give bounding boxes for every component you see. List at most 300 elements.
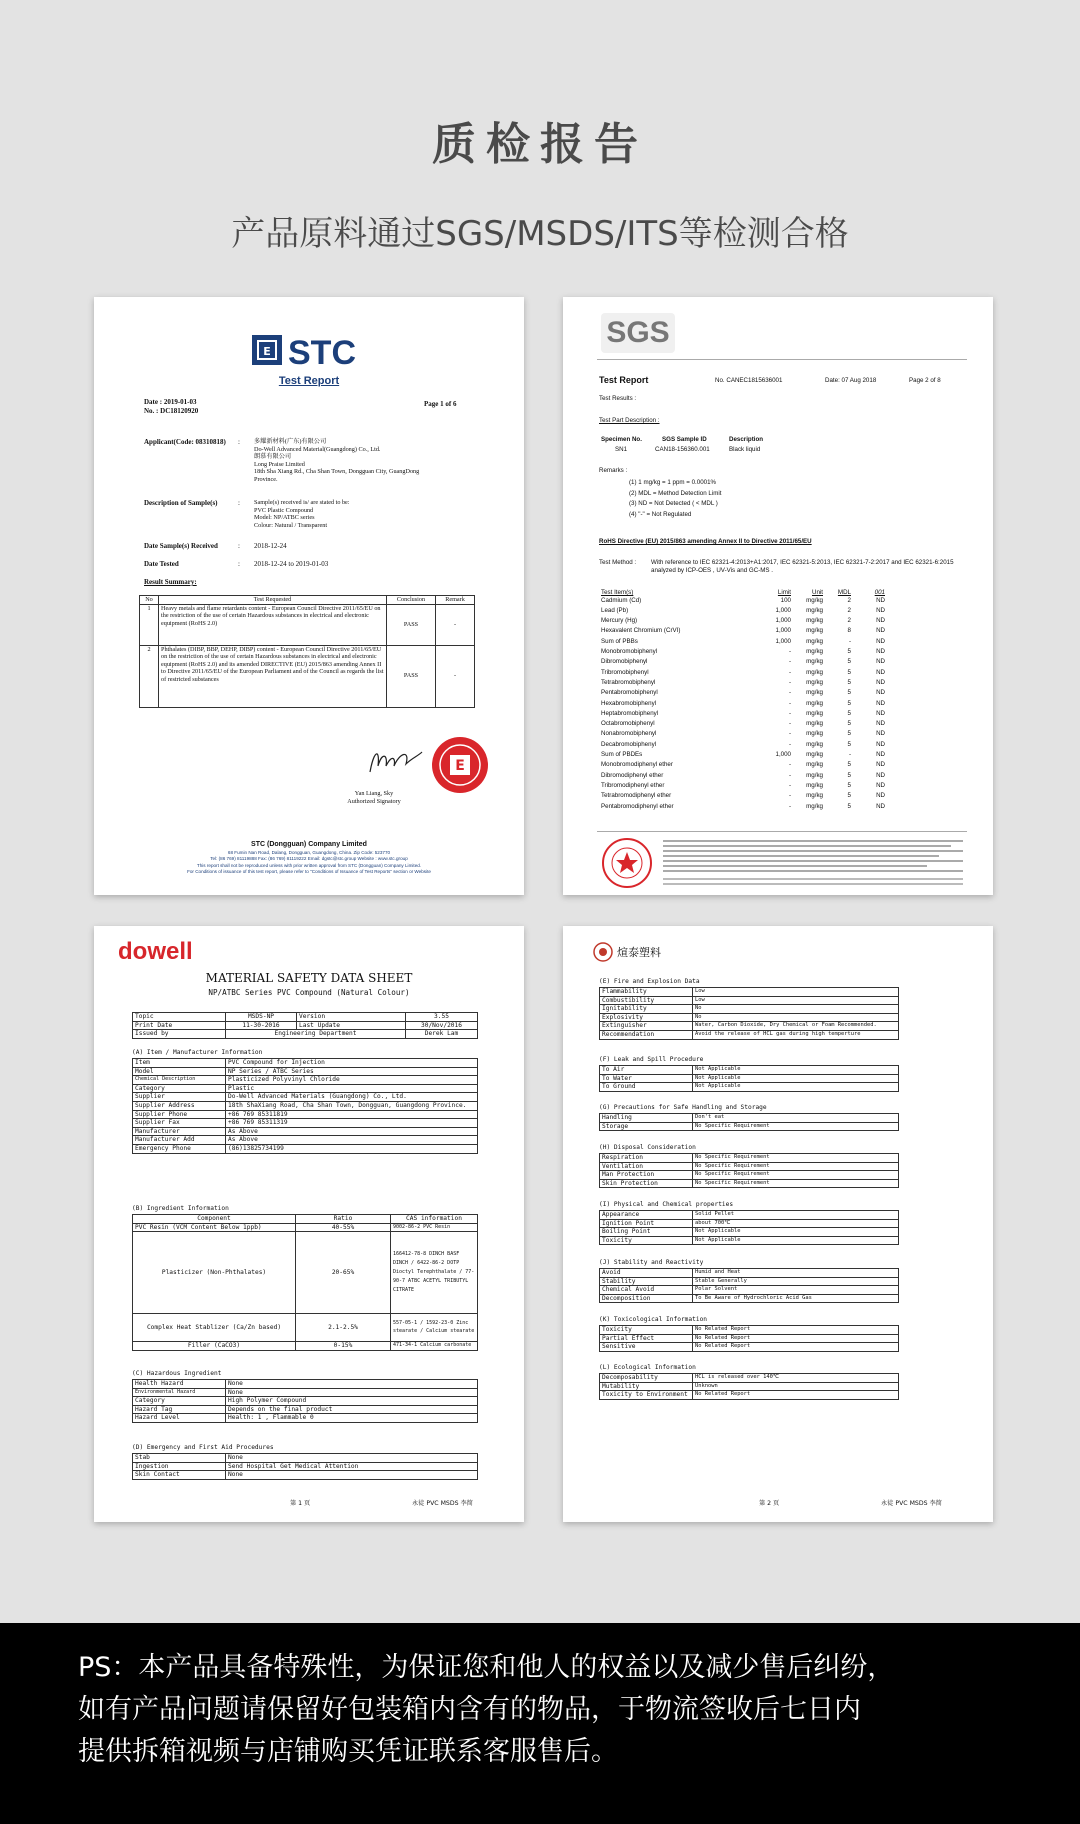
table-cell: Cadmium (Cd): [601, 596, 642, 604]
sgs-logo: [601, 313, 675, 353]
table-cell: Toxicity: [600, 1236, 693, 1245]
page-title: 质检报告: [432, 119, 648, 170]
table-cell: Appearance: [600, 1211, 693, 1220]
sgs-stamp-icon: [599, 837, 655, 889]
table-row: [600, 1286, 899, 1295]
msds2-section-title: (K) Toxicological Information: [599, 1316, 708, 1323]
ps-line: 提供拆箱视频与店铺购买凭证联系客服售后。: [78, 1736, 618, 1767]
table-cell: Heptabromobiphenyl: [601, 709, 659, 717]
table-row: [601, 669, 961, 679]
table-cell: 1,000: [775, 637, 791, 645]
msds2-section-title: (I) Physical and Chemical properties: [599, 1201, 734, 1208]
table-cell: Extinguisher: [600, 1022, 693, 1031]
msds-table-a: Item PVC Compound for Injection Model NP Series / ATBC Series Chemical Description Plasticized Polyvinyl Chloride Category Plastic Supplier Do-Well Advanced Materials (Guangdong) Co., Ltd. Supplier Address 18th ShaXiang Road, Cha Shan Town, Dongguan, Guangdong Province. Supplier Phone +86 769 85311819 Supplier Fax +86 769 85311319 Manufacturer As Above Manufacturer Add As Above Emergency Phone (86)13825734199: [132, 1058, 478, 1154]
table-cell: Solid Pellet: [693, 1211, 899, 1220]
table-cell: ND: [876, 802, 885, 810]
table-cell: Pentabromobiphenyl: [601, 689, 658, 697]
table-cell: -: [788, 689, 791, 697]
table-cell: mg/kg: [806, 730, 823, 738]
table-cell: Not Applicable: [693, 1236, 899, 1245]
stc-received-value: 2018-12-24: [254, 542, 287, 550]
stc-tested-label: Date Tested: [144, 560, 179, 568]
table-cell: -: [788, 730, 791, 738]
table-cell: mg/kg: [806, 781, 823, 789]
table-row: [600, 996, 899, 1005]
table-cell: 5: [847, 658, 851, 666]
table-cell: No Specific Requirement: [693, 1171, 899, 1180]
msds-sec-c: (C) Hazardous Ingredient: [132, 1370, 222, 1377]
table-cell: No Related Report: [693, 1391, 899, 1400]
table-cell: ND: [876, 678, 885, 686]
table-cell: -: [788, 761, 791, 769]
table-row: [600, 1294, 899, 1303]
table-cell: -: [788, 802, 791, 810]
table-cell: about 700℃: [693, 1219, 899, 1228]
table-row: [601, 607, 961, 617]
table-row: [600, 1269, 899, 1278]
table-cell: 5: [847, 802, 851, 810]
footer-notice: [0, 1623, 1080, 1824]
msds-subtitle: NP/ATBC Series PVC Compound (Natural Colour): [208, 988, 410, 997]
stc-no: No. : DC18120920: [144, 407, 199, 415]
stc-page: Page 1 of 6: [424, 400, 457, 408]
table-row: [600, 1083, 899, 1092]
table-cell: Polar Solvent: [693, 1286, 899, 1295]
table-row: [600, 1228, 899, 1237]
ps-line: 如有产品问题请保留好包装箱内含有的物品，于物流签收后七日内: [78, 1694, 861, 1725]
table-cell: Nonabromobiphenyl: [601, 730, 657, 738]
table-cell: To Air: [600, 1066, 693, 1075]
stc-signatory-name: Yan Liang, Sky: [354, 790, 394, 797]
table-cell: Not Applicable: [693, 1074, 899, 1083]
stc-logo: [252, 333, 412, 369]
table-row: [600, 1030, 899, 1039]
table-cell: ND: [876, 761, 885, 769]
table-cell: ND: [876, 792, 885, 800]
table-cell: 5: [847, 761, 851, 769]
table-cell: 1,000: [775, 606, 791, 614]
sgs-items-table: Test Item(s) Limit Unit MDL 001 Cadmium (Cd) 100 mg/kg 2 ND Lead (Pb) 1,000 mg/kg 2 ND Mercury (Hg) 1,000 mg/kg 2 ND Hexavalent Chromium (CrVI) 1,000 mg/kg 8 ND Sum of PBBs 1,000 mg/kg - ND Monobromobiphenyl - mg/kg 5 ND Dibromobiphenyl - mg/kg 5 ND Tribromobiphenyl - mg/kg 5 ND Tetrabromobiphenyl - mg/kg 5 ND Pentabromobiphenyl - mg/kg 5 ND Hexabromobiphenyl - mg/kg 5 ND Heptabromobiphenyl - mg/kg 5 ND Octabromobiphenyl - mg/kg 5 ND Nonabromobiphenyl - mg/kg 5 ND Decabromobiphenyl - mg/kg 5 ND Sum of PBDEs 1,000 mg/kg - ND Monobromodiphenyl ether - mg/kg 5 ND Dibromodiphenyl ether - mg/kg 5 ND Tribromodiphenyl ether - mg/kg 5 ND Tetrabromodiphenyl ether - mg/kg 5 ND Pentabromodiphenyl ether - mg/kg 5 ND: [601, 589, 961, 813]
table-cell: To Be Aware of Hydrochloric Acid Gas: [693, 1294, 899, 1303]
stc-applicant: 多耀新材料(广东)有限公司 Do-Well Advanced Material(Guangdong) Co., Ltd. 朗慕有限公司 Long Praise Limited 18th Sha Xiang Rd., Cha Shan Town, Dongguan City, GuangDong Province.: [254, 438, 420, 483]
table-cell: Mutability: [600, 1382, 693, 1391]
table-cell: ND: [876, 617, 885, 625]
table-row: [600, 1334, 899, 1343]
table-cell: ND: [876, 720, 885, 728]
table-cell: 5: [847, 771, 851, 779]
stc-test-report: E STC Test Report Date : 2019-01-03 No. : DC18120920 Page 1 of 6 Applicant(Code: 08310818) : 多耀新材料(广东)有限公司 Do-Well Advanced Material(Guangdong) Co., Ltd. 朗慕有限公司 Long Praise Limited 18th Sha Xiang Rd., Cha Shan Town, Dongguan City, GuangDong Province. Description of Sample(s) : Sample(s) received is/ are stated to be: PVC Plastic Compound Model: NP/ATBC series Colour: Natural / Transparent Date Sample(s) Received : 2018-12-24 Date Tested : 2018-12-24 to 2019-01-03 Result Summary: No Test Requested Conclusion Remark 1 Heavy metals and flame retardants content - European Council Directive 2011/65/EU on the restriction of the use of certain Hazardous substances in electrical and electronic equipment (RoHS 2.0) PASS - 2 Phthalates (DIBP, BBP, DEHP, DIBP) content - European Council Directive 2011/65/EU on the restriction of the use of certain Hazardous substances in electrical and electronic equipment (RoHS 2.0) and its amended DIRECTIVE (EU) 2015/863 amending Annex II to Directive 2011/65/EU of the European Parliament and of the Council as regards the list of restricted substances PASS - E Yan Liang, Sky Authorized Signatory STC (Dongguan) Company Limited 68 Fumin Nan Road, Dalang, Dongguan, Guangdong, China. Zip Code: 523770 Tel: (86 769) 81119888 Fax: (86 769) 81119222 Email: dgstc@stc.group Website : www.stc.group This report shall not be reproduced unless with prior written approval from STC (Dongguan) Company Limited. For Conditions of issuance of this test report, please refer to "Conditions of Issuance of Test Reports" section or Website: [94, 297, 524, 895]
sgs-remarks: (1) 1 mg/kg = 1 ppm = 0.0001% (2) MDL = Method Detection Limit (3) ND = Not Detected ( < MDL ) (4) "-" = Not Regulated: [629, 479, 722, 518]
table-row: [601, 761, 961, 771]
table-cell: Partial Effect: [600, 1334, 693, 1343]
table-cell: mg/kg: [806, 648, 823, 656]
table-cell: mg/kg: [806, 771, 823, 779]
table-cell: No: [693, 1013, 899, 1022]
table-cell: No Specific Requirement: [693, 1179, 899, 1188]
msds-title: MATERIAL SAFETY DATA SHEET: [205, 971, 413, 985]
table-cell: No Specific Requirement: [693, 1122, 899, 1131]
table-cell: 1,000: [775, 751, 791, 759]
table-cell: No Related Report: [693, 1334, 899, 1343]
sgs-remarks-label: Remarks :: [599, 467, 628, 474]
sgs-report-title: Test Report: [599, 375, 649, 385]
table-cell: Stability: [600, 1277, 693, 1286]
table-cell: mg/kg: [806, 751, 823, 759]
table-cell: ND: [876, 709, 885, 717]
table-cell: mg/kg: [806, 709, 823, 717]
stc-tested-value: 2018-12-24 to 2019-01-03: [254, 560, 329, 568]
table-cell: Avoid the release of HCL gas during high temperture: [693, 1030, 899, 1039]
table-row: [601, 782, 961, 792]
svg-text:E: E: [263, 345, 271, 358]
stc-desc-label: Description of Sample(s): [144, 499, 218, 507]
table-cell: ND: [876, 596, 885, 604]
sgs-method-label: Test Method :: [599, 559, 637, 566]
sgs-directive: RoHS Directive (EU) 2015/863 amending Annex II to Directive 2011/65/EU: [599, 538, 812, 545]
table-row: [600, 1122, 899, 1131]
table-row: [600, 1005, 899, 1014]
table-cell: -: [788, 658, 791, 666]
table-cell: No Specific Requirement: [693, 1162, 899, 1171]
msds2-section-table: [599, 1210, 899, 1245]
table-row: [600, 1162, 899, 1171]
msds-meta-table: Topic MSDS-NP Version 3.55 Print Date 11-30-2016 Last Update 30/Nov/2016 Issued by Engineering Department Derek Lam: [132, 1012, 478, 1039]
table-cell: ND: [876, 627, 885, 635]
table-cell: Toxicity: [600, 1326, 693, 1335]
table-row: [600, 1171, 899, 1180]
table-row: [600, 1114, 899, 1123]
table-cell: mg/kg: [806, 761, 823, 769]
msds-sec-a: (A) Item / Manufacturer Information: [132, 1049, 263, 1056]
table-cell: mg/kg: [806, 802, 823, 810]
stc-stamp-icon: [430, 735, 490, 795]
table-cell: ND: [876, 740, 885, 748]
table-cell: Decomposability: [600, 1374, 693, 1383]
table-row: [601, 617, 961, 627]
table-cell: Water, Carbon Dioxide, Dry Chemical or Foam Recommended.: [693, 1022, 899, 1031]
table-cell: Skin Protection: [600, 1179, 693, 1188]
table-row: [601, 648, 961, 658]
stc-report-title: Test Report: [278, 375, 340, 387]
table-cell: Octabromobiphenyl: [601, 720, 655, 728]
table-cell: Boiling Point: [600, 1228, 693, 1237]
table-cell: 5: [847, 730, 851, 738]
table-row: [600, 1343, 899, 1352]
table-cell: 5: [847, 709, 851, 717]
table-row: [601, 710, 961, 720]
msds2-section-table: [599, 1325, 899, 1352]
table-cell: Combustibility: [600, 996, 693, 1005]
msds2-section-table: [599, 1153, 899, 1188]
table-cell: ND: [876, 771, 885, 779]
table-cell: ND: [876, 751, 885, 759]
table-cell: mg/kg: [806, 606, 823, 614]
table-cell: Sensitive: [600, 1343, 693, 1352]
table-cell: Low: [693, 988, 899, 997]
table-cell: Explosivity: [600, 1013, 693, 1022]
table-cell: Mercury (Hg): [601, 617, 638, 625]
table-cell: mg/kg: [806, 596, 823, 604]
table-row: [601, 679, 961, 689]
msds2-footer-right: 永徒 PVC MSDS 李简: [881, 1500, 942, 1507]
table-cell: -: [848, 751, 851, 759]
table-row: [601, 700, 961, 710]
table-cell: Sum of PBBs: [601, 637, 638, 645]
svg-text:E: E: [455, 758, 465, 774]
table-cell: Decabromobiphenyl: [601, 740, 657, 748]
table-cell: -: [788, 709, 791, 717]
sgs-no: No. CANEC1815636001: [715, 377, 783, 384]
table-cell: Chemical Avoid: [600, 1286, 693, 1295]
table-cell: 8: [847, 627, 851, 635]
table-cell: Monobromobiphenyl: [601, 648, 658, 656]
msds-table-c: Health Hazard None Environmental Hazard None Category High Polymer Compound Hazard Tag Depends on the final product Hazard Level Health: 1 , Flammable 0: [132, 1379, 478, 1423]
table-cell: Lead (Pb): [601, 606, 629, 614]
table-cell: mg/kg: [806, 668, 823, 676]
stc-signatory-title: Authorized Signatory: [347, 798, 401, 805]
stc-summary-table: No Test Requested Conclusion Remark 1 Heavy metals and flame retardants content - European Council Directive 2011/65/EU on the restriction of the use of certain Hazardous substances in electrical and electronic equipment (RoHS 2.0) PASS - 2 Phthalates (DIBP, BBP, DEHP, DIBP) content - European Council Directive 2011/65/EU on the restriction of the use of certain Hazardous substances in electrical and electronic equipment (RoHS 2.0) and its amended DIRECTIVE (EU) 2015/863 amending Annex II to Directive 2011/65/EU of the European Parliament and of the Council as regards the list of restricted substances PASS -: [139, 595, 475, 708]
table-cell: ND: [876, 730, 885, 738]
table-row: [600, 1074, 899, 1083]
table-cell: mg/kg: [806, 689, 823, 697]
msds-table-d: Stab None Ingestion Send Hospital Get Medical Attention Skin Contact None: [132, 1453, 478, 1480]
sgs-test-report: SGS Test Report No. CANEC1815636001 Date: 07 Aug 2018 Page 2 of 8 Test Results : Test Part Description : Specimen No. SGS Sample ID Description SN1 CAN18-156360.001 Black liquid Remarks : (1) 1 mg/kg = 1 ppm = 0.0001% (2) MDL = Method Detection Limit (3) ND = Not Detected ( < MDL ) (4) "-" = Not Regulated RoHS Directive (EU) 2015/863 amending Annex II to Directive 2011/65/EU Test Method : With reference to IEC 62321-4:2013+A1:2017, IEC 62321-5:2013, IEC 62321-7-2:2017 and IEC 62321-6:2015 analyzed by ICP-OES , UV-Vis and GC-MS . Test Item(s) Limit Unit MDL 001 Cadmium (Cd) 100 mg/kg 2 ND Lead (Pb) 1,000 mg/kg 2 ND Mercury (Hg) 1,000 mg/kg 2 ND Hexavalent Chromium (CrVI) 1,000 mg/kg 8 ND Sum of PBBs 1,000 mg/kg - ND Monobromobiphenyl - mg/kg 5 ND Dibromobiphenyl - mg/kg 5 ND Tribromobiphenyl - mg/kg 5 ND Tetrabromobiphenyl - mg/kg 5 ND Pentabromobiphenyl - mg/kg 5 ND Hexabromobiphenyl - mg/kg 5 ND Heptabromobiphenyl - mg/kg 5 ND Octabromobiphenyl - mg/kg 5 ND Nonabromobiphenyl - mg/kg 5 ND Decabromobiphenyl - mg/kg 5 ND Sum of PBDEs 1,000 mg/kg - ND Monobromodiphenyl ether - mg/kg 5 ND Dibromodiphenyl ether - mg/kg 5 ND Tribromodiphenyl ether - mg/kg 5 ND Tetrabromodiphenyl ether - mg/kg 5 ND Pentabromodiphenyl ether - mg/kg 5 ND: [563, 297, 993, 895]
sgs-fine-print: [663, 837, 963, 888]
msds2-section-title: (E) Fire and Explosion Data: [599, 978, 700, 985]
table-row: [601, 689, 961, 699]
table-cell: Toxicity to Environment: [600, 1391, 693, 1400]
table-row: [600, 988, 899, 997]
table-cell: No Related Report: [693, 1343, 899, 1352]
table-cell: 5: [847, 668, 851, 676]
table-cell: Man Protection: [600, 1171, 693, 1180]
msds2-section-title: (H) Disposal Consideration: [599, 1144, 696, 1151]
table-row: [600, 1179, 899, 1188]
sgs-logo-text: SGS: [606, 316, 670, 349]
table-cell: Tetrabromobiphenyl: [601, 678, 656, 686]
page-subtitle: 产品原料通过SGS/MSDS/ITS等检测合格: [231, 214, 849, 254]
table-cell: Humid and Heat: [693, 1269, 899, 1278]
table-cell: 2: [847, 596, 851, 604]
stc-applicant-label: Applicant(Code: 08310818): [144, 438, 226, 446]
table-cell: -: [848, 637, 851, 645]
table-cell: Unknown: [693, 1382, 899, 1391]
stc-logo-text: STC: [288, 334, 356, 369]
table-row: [600, 1382, 899, 1391]
table-cell: -: [788, 648, 791, 656]
table-cell: Dibromodiphenyl ether: [601, 771, 664, 779]
table-cell: ND: [876, 648, 885, 656]
table-cell: 1,000: [775, 627, 791, 635]
table-row: [601, 730, 961, 740]
table-cell: -: [788, 699, 791, 707]
table-row: [601, 638, 961, 648]
table-cell: Ignition Point: [600, 1219, 693, 1228]
table-cell: ND: [876, 637, 885, 645]
table-cell: Avoid: [600, 1269, 693, 1278]
stc-date: Date : 2019-01-03: [144, 398, 197, 406]
table-cell: Not Applicable: [693, 1083, 899, 1092]
table-row: [600, 1154, 899, 1163]
table-row: [600, 1326, 899, 1335]
msds2-section-table: [599, 1373, 899, 1400]
msds-sec-b: (B) Ingredient Information: [132, 1205, 229, 1212]
table-row: [600, 1391, 899, 1400]
table-row: 2 Phthalates (DIBP, BBP, DEHP, DIBP) content - European Council Directive 2011/65/EU on the restriction of the use of certain Hazardous substances in electrical and electronic equipment (RoHS 2.0) and its amended DIRECTIVE (EU) 2015/863 amending Annex II to Directive 2011/65/EU of the European Parliament and of the Council as regards the list of restricted substances PASS -: [140, 645, 475, 707]
stc-summary-label: Result Summary:: [144, 578, 197, 586]
table-row: [601, 792, 961, 802]
table-cell: -: [788, 792, 791, 800]
table-cell: Don't eat: [693, 1114, 899, 1123]
table-cell: ND: [876, 668, 885, 676]
table-row: [601, 658, 961, 668]
stc-footer: 68 Fumin Nan Road, Dalang, Dongguan, Guangdong, China. Zip Code: 523770 Tel: (86 769) 81119888 Fax: (86 769) 81119222 Email: dgstc@stc.group Website : www.stc.group This report shall not be reproduced unless with prior written approval from STC (Dongguan) Company Limited. For Conditions of issuance of this test report, please refer to "Conditions of Issuance of Test Reports" section or Website: [187, 850, 431, 875]
table-cell: -: [788, 720, 791, 728]
table-row: [600, 1236, 899, 1245]
table-cell: ND: [876, 606, 885, 614]
stc-desc: Sample(s) received is/ are stated to be: PVC Plastic Compound Model: NP/ATBC series Colour: Natural / Transparent: [254, 499, 350, 529]
table-row: [600, 1013, 899, 1022]
table-cell: Storage: [600, 1122, 693, 1131]
table-cell: 5: [847, 720, 851, 728]
msds2-section-table: [599, 1268, 899, 1303]
xuantai-logo-icon: [593, 942, 613, 962]
table-cell: Tribromobiphenyl: [601, 668, 649, 676]
table-row: [601, 741, 961, 751]
table-row: [600, 1277, 899, 1286]
sgs-page: Page 2 of 8: [909, 377, 941, 384]
table-cell: mg/kg: [806, 678, 823, 686]
msds-footer-right: 永徒 PVC MSDS 李简: [412, 1500, 473, 1507]
table-row: [601, 597, 961, 607]
table-cell: Respiration: [600, 1154, 693, 1163]
table-cell: Ignitability: [600, 1005, 693, 1014]
table-cell: To Ground: [600, 1083, 693, 1092]
table-row: [601, 720, 961, 730]
table-cell: mg/kg: [806, 720, 823, 728]
table-cell: ND: [876, 689, 885, 697]
msds2-section-title: (J) Stability and Reactivity: [599, 1259, 704, 1266]
xuantai-logo-text: 煊泰塑料: [617, 946, 661, 959]
table-row: [601, 627, 961, 637]
table-cell: Decomposition: [600, 1294, 693, 1303]
table-cell: Not Applicable: [693, 1066, 899, 1075]
table-cell: Ventilation: [600, 1162, 693, 1171]
table-cell: 100: [780, 596, 791, 604]
dowell-logo: dowell: [118, 938, 193, 965]
table-cell: Not Applicable: [693, 1228, 899, 1237]
table-cell: mg/kg: [806, 637, 823, 645]
table-cell: Hexavalent Chromium (CrVI): [601, 627, 681, 635]
msds2-section-title: (F) Leak and Spill Procedure: [599, 1056, 704, 1063]
sgs-method-text: With reference to IEC 62321-4:2013+A1:2017, IEC 62321-5:2013, IEC 62321-7-2:2017 and IEC 62321-6:2015 analyzed by ICP-OES , UV-Vis and GC-MS .: [651, 559, 954, 574]
table-cell: mg/kg: [806, 740, 823, 748]
table-cell: 2: [847, 606, 851, 614]
stc-company: STC (Dongguan) Company Limited: [251, 841, 367, 848]
table-cell: Recommendation: [600, 1030, 693, 1039]
table-cell: mg/kg: [806, 617, 823, 625]
table-cell: -: [788, 668, 791, 676]
table-cell: -: [788, 678, 791, 686]
msds-table-b: Component Ratio CAS information PVC Resin (VCM Content Below 1ppb) 40-55% 9002-86-2 PVC Resin Plasticizer (Non-Phthalates) 20-65% 166412-78-8 DINCH BASF DINCH / 6422-86-2 DOTP Dioctyl Terephthalate / 77-90-7 ATBC ACETYL TRIBUTYL CITRATE Complex Heat Stablizer (Ca/Zn based) 2.1-2.5% 557-05-1 / 1592-23-0 Zinc stearate / Calcium stearate Filler (CaCO3) 0-15% 471-34-1 Calcium carbonate: [132, 1214, 478, 1351]
table-cell: 5: [847, 740, 851, 748]
table-cell: -: [788, 740, 791, 748]
table-cell: Tribromodiphenyl ether: [601, 781, 665, 789]
table-cell: -: [788, 771, 791, 779]
table-cell: No Specific Requirement: [693, 1154, 899, 1163]
msds-sec-d: (D) Emergency and First Aid Procedures: [132, 1444, 274, 1451]
msds-page-no: 第 1 页: [290, 1500, 311, 1507]
table-cell: HCL is released over 140℃: [693, 1374, 899, 1383]
table-row: [600, 1066, 899, 1075]
table-cell: No Related Report: [693, 1326, 899, 1335]
table-cell: mg/kg: [806, 658, 823, 666]
ps-text: [78, 1647, 1038, 1773]
table-cell: Dibromobiphenyl: [601, 658, 648, 666]
table-cell: Sum of PBDEs: [601, 751, 643, 759]
msds2-section-table: [599, 1113, 899, 1131]
table-row: [600, 1022, 899, 1031]
sgs-date: Date: 07 Aug 2018: [825, 377, 877, 384]
table-cell: ND: [876, 781, 885, 789]
stc-received-label: Date Sample(s) Received: [144, 542, 218, 550]
msds2-section-title: (G) Precautions for Safe Handling and Storage: [599, 1104, 767, 1111]
table-cell: 5: [847, 781, 851, 789]
table-cell: mg/kg: [806, 699, 823, 707]
table-cell: Tetrabromodiphenyl ether: [601, 792, 672, 800]
table-row: [600, 1374, 899, 1383]
table-cell: mg/kg: [806, 792, 823, 800]
stc-logo-icon: [252, 333, 412, 369]
table-cell: 5: [847, 699, 851, 707]
table-cell: Monobromodiphenyl ether: [601, 761, 673, 769]
sgs-results-label: Test Results :: [599, 395, 637, 402]
table-cell: 5: [847, 678, 851, 686]
table-cell: 5: [847, 648, 851, 656]
table-cell: ND: [876, 699, 885, 707]
table-cell: Stable Generally: [693, 1277, 899, 1286]
msds2-section-table: [599, 987, 899, 1040]
msds-page-2: [563, 926, 993, 1522]
msds-page-1: [94, 926, 524, 1522]
table-row: 1 Heavy metals and flame retardants content - European Council Directive 2011/65/EU on the restriction of the use of certain Hazardous substances in electrical and electronic equipment (RoHS 2.0) PASS -: [140, 604, 475, 645]
table-cell: Flammability: [600, 988, 693, 997]
table-cell: No: [693, 1005, 899, 1014]
table-cell: Pentabromodiphenyl ether: [601, 802, 674, 810]
table-row: [601, 772, 961, 782]
table-cell: Hexabromobiphenyl: [601, 699, 657, 707]
table-cell: Handling: [600, 1114, 693, 1123]
table-cell: -: [788, 781, 791, 789]
signature-icon: [366, 742, 426, 778]
table-cell: 5: [847, 792, 851, 800]
sgs-part-label: Test Part Description :: [599, 417, 660, 424]
table-cell: Low: [693, 996, 899, 1005]
table-cell: To Water: [600, 1074, 693, 1083]
table-cell: mg/kg: [806, 627, 823, 635]
table-row: [601, 803, 961, 813]
table-cell: 5: [847, 689, 851, 697]
table-cell: 1,000: [775, 617, 791, 625]
table-row: [600, 1219, 899, 1228]
table-cell: ND: [876, 658, 885, 666]
msds2-section-title: (L) Ecological Information: [599, 1364, 696, 1371]
ps-line: PS：本产品具备特殊性，为保证您和他人的权益以及减少售后纠纷，: [78, 1652, 895, 1683]
msds2-section-table: [599, 1065, 899, 1092]
table-cell: 2: [847, 617, 851, 625]
msds2-page-no: 第 2 页: [759, 1500, 780, 1507]
table-row: [600, 1211, 899, 1220]
